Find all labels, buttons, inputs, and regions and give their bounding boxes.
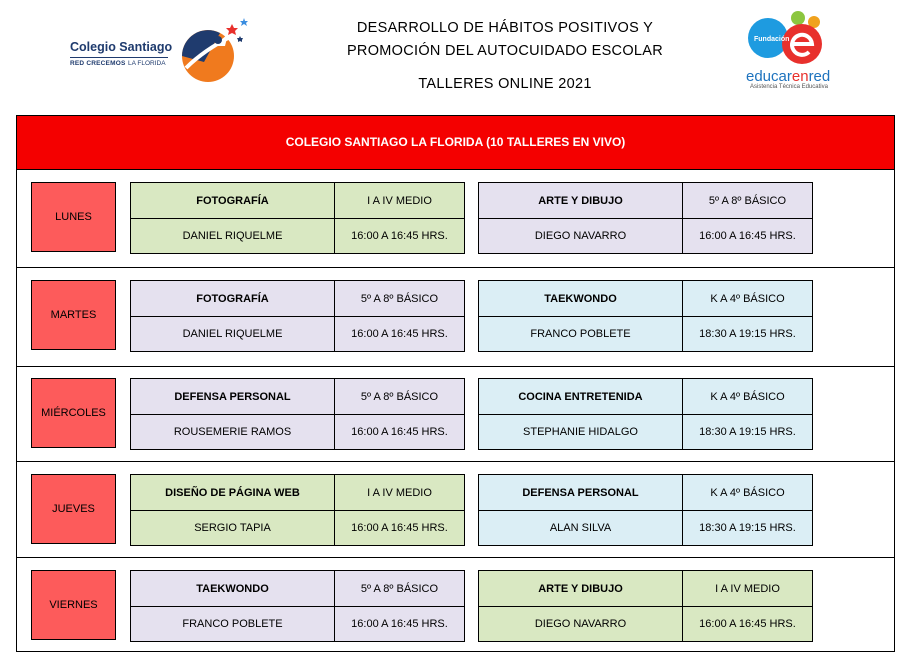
workshop-level: 5º A 8º BÁSICO [682,182,813,219]
workshop-level: I A IV MEDIO [334,182,465,219]
workshop-teacher: FRANCO POBLETE [478,316,683,352]
schedule-table [16,115,895,652]
workshop-time: 16:00 A 16:45 HRS. [334,218,465,254]
workshop-level: 5º A 8º BÁSICO [334,570,465,607]
workshop-name: FOTOGRAFÍA [130,280,335,317]
educarenred-logo [742,10,842,90]
workshop-name: ARTE Y DIBUJO [478,182,683,219]
day-label: MARTES [31,280,116,350]
workshop-name: DISEÑO DE PÁGINA WEB [130,474,335,511]
educarenred-tagline: Asistencia Técnica Educativa [750,84,828,90]
workshop-time: 18:30 A 19:15 HRS. [682,316,813,352]
school-banner [17,116,894,170]
day-label: VIERNES [31,570,116,640]
workshop-time: 16:00 A 16:45 HRS. [334,510,465,546]
logo-campus-name: LA FLORIDA [128,60,166,67]
workshop-teacher: ALAN SILVA [478,510,683,546]
title-line-2: PROMOCIÓN DEL AUTOCUIDADO ESCOLAR [346,43,664,59]
row-divider [17,557,894,558]
workshop-teacher: ROUSEMERIE RAMOS [130,414,335,450]
day-label: LUNES [31,182,116,252]
workshop-level: K A 4º BÁSICO [682,280,813,317]
workshop-level: 5º A 8º BÁSICO [334,280,465,317]
workshop-level: I A IV MEDIO [334,474,465,511]
logo-name-part-a: educar [746,68,792,85]
row-divider [17,366,894,367]
title-line-3: TALLERES ONLINE 2021 [418,76,592,92]
workshop-level: I A IV MEDIO [682,570,813,607]
workshop-teacher: SERGIO TAPIA [130,510,335,546]
workshop-time: 16:00 A 16:45 HRS. [682,218,813,254]
svg-text:Fundación: Fundación [754,36,790,43]
rocket-emblem-icon [174,16,254,84]
workshop-teacher: DANIEL RIQUELME [130,316,335,352]
day-label: JUEVES [31,474,116,544]
workshop-teacher: DIEGO NAVARRO [478,606,683,642]
workshop-name: COCINA ENTRETENIDA [478,378,683,415]
workshop-name: TAEKWONDO [130,570,335,607]
workshop-name: ARTE Y DIBUJO [478,570,683,607]
workshop-teacher: DANIEL RIQUELME [130,218,335,254]
logo-network-name: RED CRECEMOS [70,60,126,67]
logo-name-part-b: en [791,68,809,85]
educarenred-name [746,68,830,85]
workshop-teacher: STEPHANIE HIDALGO [478,414,683,450]
banner-title: COLEGIO SANTIAGO LA FLORIDA (10 TALLERES EN VIVO) [285,135,626,149]
workshop-time: 16:00 A 16:45 HRS. [334,414,465,450]
educarenred-emblem-icon [746,10,826,68]
workshop-name: DEFENSA PERSONAL [130,378,335,415]
workshop-teacher: FRANCO POBLETE [130,606,335,642]
colegio-santiago-logo [70,16,260,91]
workshop-time: 16:00 A 16:45 HRS. [334,316,465,352]
workshop-time: 16:00 A 16:45 HRS. [334,606,465,642]
logo-rule [70,57,168,58]
title-line-1: DESARROLLO DE HÁBITOS POSITIVOS Y [356,20,654,36]
workshop-level: K A 4º BÁSICO [682,378,813,415]
workshop-name: FOTOGRAFÍA [130,182,335,219]
workshop-time: 18:30 A 19:15 HRS. [682,414,813,450]
row-divider [17,267,894,268]
logo-name-part-c: red [808,68,831,85]
workshop-level: K A 4º BÁSICO [682,474,813,511]
logo-school-name: Colegio Santiago [70,40,173,54]
workshop-teacher: DIEGO NAVARRO [478,218,683,254]
workshop-level: 5º A 8º BÁSICO [334,378,465,415]
day-label: MIÉRCOLES [31,378,116,448]
workshop-name: TAEKWONDO [478,280,683,317]
workshop-time: 18:30 A 19:15 HRS. [682,510,813,546]
workshop-name: DEFENSA PERSONAL [478,474,683,511]
workshop-time: 16:00 A 16:45 HRS. [682,606,813,642]
row-divider [17,461,894,462]
